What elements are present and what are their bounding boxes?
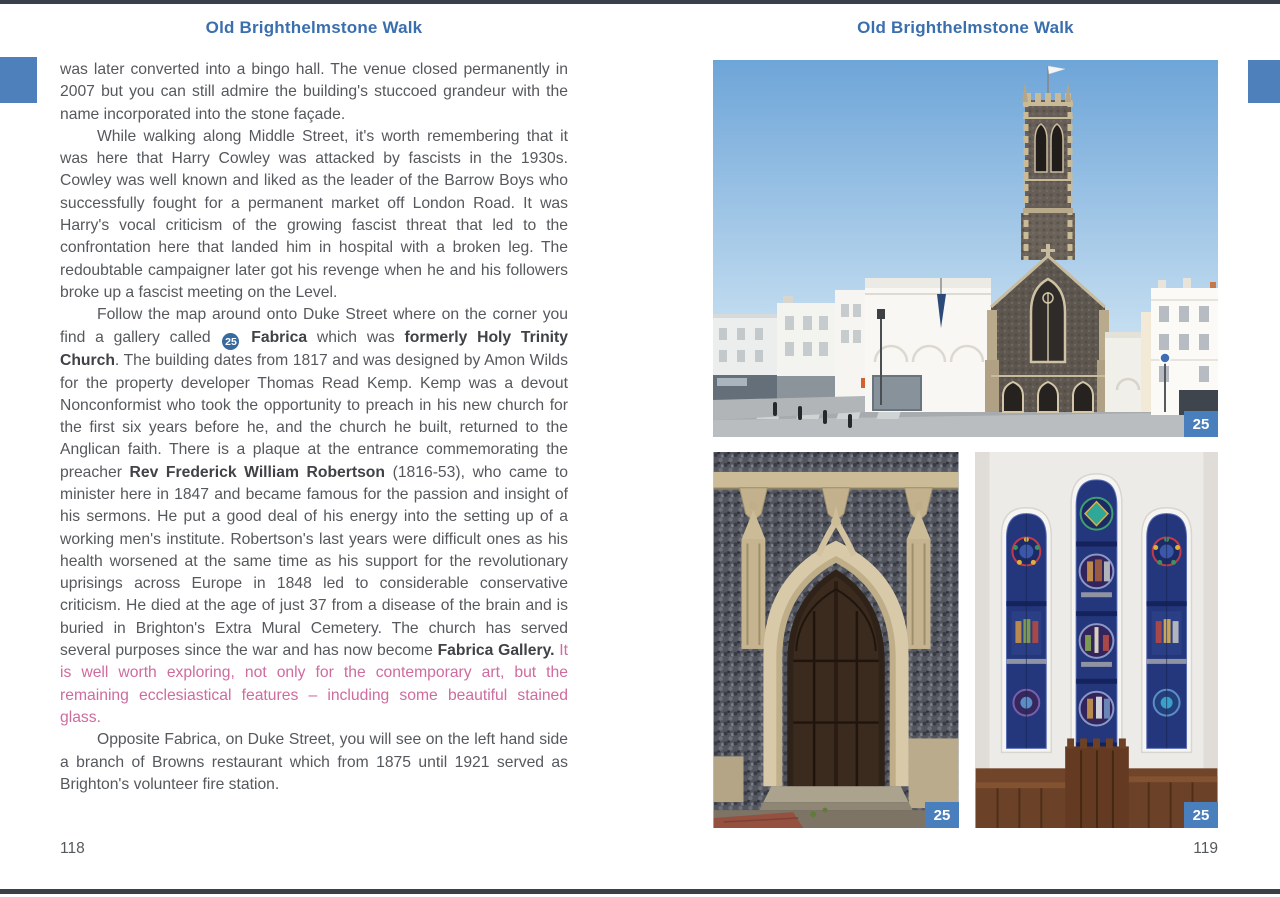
paragraph-bingo-hall bbox=[60, 59, 568, 126]
running-header-right: Old Brighthelmstone Walk bbox=[857, 18, 1074, 37]
text-run: formerly Holy Trinity Church bbox=[60, 328, 568, 370]
inline-stop-badge: 25 bbox=[222, 333, 239, 350]
text-run: It is well worth exploring, not only for the contemporary art, but the remaining ecclesiastical features – including some beautiful stained glass. bbox=[60, 642, 568, 726]
photo-stop-badge: 25 bbox=[1184, 411, 1218, 437]
text-run: Fabrica bbox=[251, 328, 308, 346]
text-run bbox=[241, 329, 251, 346]
text-run: which was bbox=[307, 328, 405, 346]
paragraph-harry-cowley bbox=[60, 126, 568, 304]
running-header-left: Old Brighthelmstone Walk bbox=[205, 18, 423, 37]
text-run: Fabrica Gallery. bbox=[437, 642, 555, 660]
right-edge-tab bbox=[1248, 60, 1280, 103]
paragraph-fabrica bbox=[60, 304, 568, 729]
photo-stained-glass-windows bbox=[975, 452, 1218, 828]
photo-stop-badge: 25 bbox=[925, 802, 959, 828]
photo-stop-badge: 25 bbox=[1184, 802, 1218, 828]
top-border-bar bbox=[0, 0, 1280, 4]
stained-glass-illustration bbox=[975, 452, 1218, 828]
text-run: . The building dates from 1817 and was designed by Amon Wilds for the property developer Thomas Read Kemp. Kemp was a devout Nonconformist who took the opportunity to preach in his new church for the first six years before he, and the church he built, returned to the Anglican faith. There is a plaque at the entrance commemorating the preacher bbox=[60, 352, 568, 481]
paragraph-browns-restaurant bbox=[60, 729, 568, 796]
page-number-left: 118 bbox=[60, 840, 85, 857]
text-run: (1816-53), who came to minister here in 1847 and became famous for the passion and insight of his sermons. He put a good deal of his energy into the setting up of a working men's institute. Robertson's last years were difficult ones as his health worsened at the same time as his support for the revolutionary uprisings across Europe in 1848 led to considerable conservative criticism. He died at the age of just 37 from a disease of the brain and is buried in Brighton's Extra Mural Cemetery. The church has served several purposes since the war and has now become bbox=[60, 463, 569, 660]
left-edge-tab bbox=[0, 57, 37, 103]
text-run: was later converted into a bingo hall. The venue closed permanently in 2007 but you can still admire the building's stuccoed grandeur with the name incorporated into the stone façade. bbox=[60, 61, 568, 123]
photo-fabrica-church-exterior bbox=[713, 60, 1218, 437]
church-street-illustration bbox=[713, 60, 1218, 437]
bottom-border-bar bbox=[0, 889, 1280, 894]
doorway-illustration bbox=[713, 452, 959, 828]
text-run: Follow the map around onto Duke Street where on the corner you find a gallery called bbox=[60, 306, 568, 346]
text-run: While walking along Middle Street, it's worth remembering that it was here that Harry Cowley was attacked by fascists in the 1930s. Cowley was well known and liked as the leader of the Barrow Boys who successfully fought for a permanent market off London Road. It was Harry's vocal criticism of the growing fascist threat that led to the confrontation here that landed him in hospital with a broken leg. The redoubtable campaigner later got his revenge when he and his followers broke up a fascist meeting on the Level. bbox=[60, 127, 568, 301]
text-run: Rev Frederick William Robertson bbox=[129, 463, 385, 481]
text-run: Opposite Fabrica, on Duke Street, you will see on the left hand side a branch of Browns restaurant which from 1875 until 1921 served as Brighton's volunteer fire station. bbox=[60, 731, 568, 793]
body-text-column bbox=[60, 59, 568, 796]
page-number-right: 119 bbox=[1193, 840, 1218, 857]
photo-church-doorway bbox=[713, 452, 959, 828]
